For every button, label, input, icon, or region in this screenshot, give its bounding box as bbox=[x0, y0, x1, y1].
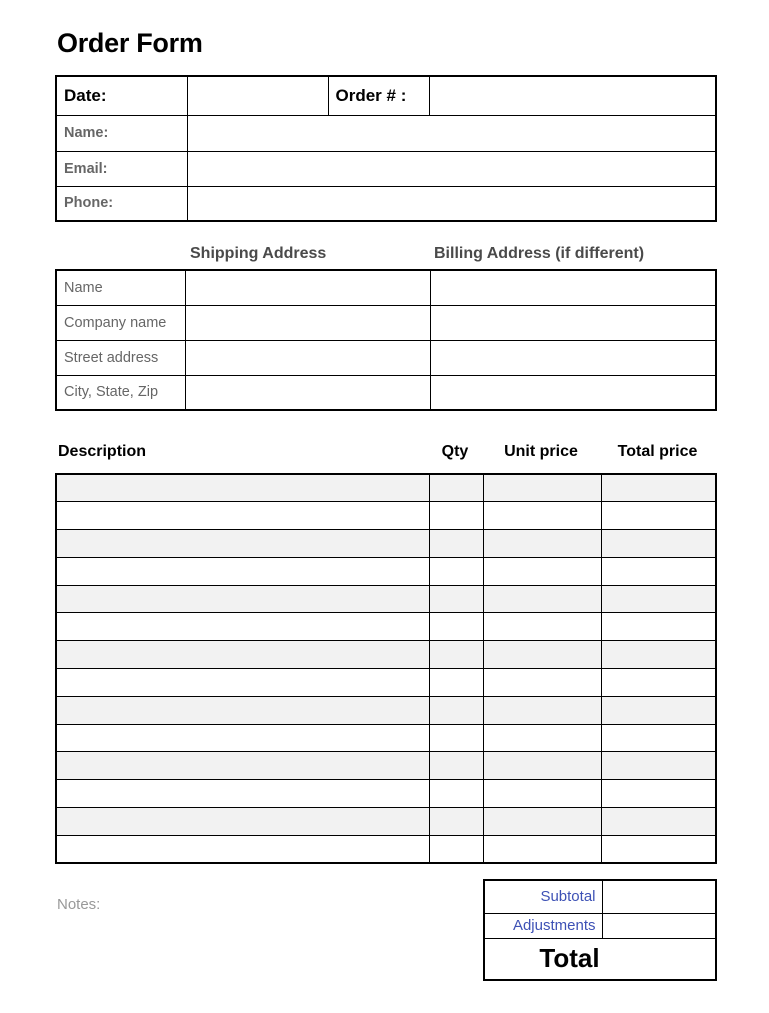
item-row bbox=[56, 780, 716, 808]
item-cell-qty[interactable] bbox=[429, 669, 483, 697]
shipping-name-field[interactable] bbox=[185, 270, 430, 305]
summary-table bbox=[483, 879, 717, 981]
description-column-header: Description bbox=[58, 443, 147, 460]
address-row bbox=[56, 270, 716, 305]
total-price-column-header: Total price bbox=[617, 443, 698, 460]
item-cell-qty[interactable] bbox=[429, 641, 483, 669]
info-row-phone bbox=[56, 186, 716, 221]
item-cell-total-price[interactable] bbox=[601, 557, 716, 585]
name-field[interactable] bbox=[187, 115, 716, 151]
item-cell-unit-price[interactable] bbox=[483, 752, 601, 780]
item-cell-description[interactable] bbox=[56, 502, 429, 530]
item-cell-qty[interactable] bbox=[429, 613, 483, 641]
item-cell-total-price[interactable] bbox=[601, 835, 716, 863]
item-cell-unit-price[interactable] bbox=[483, 641, 601, 669]
item-row bbox=[56, 502, 716, 530]
item-row bbox=[56, 724, 716, 752]
item-cell-total-price[interactable] bbox=[601, 669, 716, 697]
item-cell-unit-price[interactable] bbox=[483, 835, 601, 863]
item-cell-unit-price[interactable] bbox=[483, 557, 601, 585]
item-row bbox=[56, 585, 716, 613]
item-row bbox=[56, 669, 716, 697]
address-row bbox=[56, 305, 716, 340]
item-row bbox=[56, 530, 716, 558]
item-cell-qty[interactable] bbox=[429, 585, 483, 613]
item-row bbox=[56, 696, 716, 724]
item-cell-unit-price[interactable] bbox=[483, 474, 601, 502]
phone-label: Phone: bbox=[56, 186, 187, 221]
item-cell-total-price[interactable] bbox=[601, 724, 716, 752]
item-cell-total-price[interactable] bbox=[601, 641, 716, 669]
page-title: Order Form bbox=[57, 28, 203, 58]
billing-street-field[interactable] bbox=[430, 340, 716, 375]
order-number-label: Order # : bbox=[328, 76, 429, 115]
subtotal-row bbox=[484, 880, 716, 913]
billing-name-field[interactable] bbox=[430, 270, 716, 305]
item-cell-unit-price[interactable] bbox=[483, 808, 601, 836]
item-cell-description[interactable] bbox=[56, 585, 429, 613]
item-cell-total-price[interactable] bbox=[601, 530, 716, 558]
subtotal-label: Subtotal bbox=[484, 880, 602, 913]
phone-field[interactable] bbox=[187, 186, 716, 221]
item-row bbox=[56, 557, 716, 585]
address-company-label: Company name bbox=[56, 305, 185, 340]
info-row-name bbox=[56, 115, 716, 151]
items-table bbox=[55, 473, 717, 864]
item-cell-unit-price[interactable] bbox=[483, 530, 601, 558]
item-cell-total-price[interactable] bbox=[601, 585, 716, 613]
shipping-address-header: Shipping Address bbox=[190, 245, 327, 262]
billing-company-field[interactable] bbox=[430, 305, 716, 340]
item-cell-qty[interactable] bbox=[429, 696, 483, 724]
item-cell-qty[interactable] bbox=[429, 530, 483, 558]
item-cell-qty[interactable] bbox=[429, 502, 483, 530]
adjustments-label: Adjustments bbox=[484, 913, 602, 938]
item-row bbox=[56, 474, 716, 502]
item-cell-description[interactable] bbox=[56, 474, 429, 502]
item-cell-qty[interactable] bbox=[429, 752, 483, 780]
item-cell-total-price[interactable] bbox=[601, 474, 716, 502]
info-table bbox=[55, 75, 717, 222]
item-cell-description[interactable] bbox=[56, 613, 429, 641]
shipping-street-field[interactable] bbox=[185, 340, 430, 375]
item-cell-description[interactable] bbox=[56, 696, 429, 724]
qty-column-header: Qty bbox=[441, 443, 469, 460]
item-cell-unit-price[interactable] bbox=[483, 724, 601, 752]
item-cell-description[interactable] bbox=[56, 724, 429, 752]
address-city-state-zip-label: City, State, Zip bbox=[56, 375, 185, 410]
name-label: Name: bbox=[56, 115, 187, 151]
info-row-date bbox=[56, 76, 716, 115]
item-cell-unit-price[interactable] bbox=[483, 585, 601, 613]
item-cell-qty[interactable] bbox=[429, 808, 483, 836]
address-table bbox=[55, 269, 717, 411]
billing-address-header: Billing Address (if different) bbox=[434, 245, 645, 262]
item-cell-total-price[interactable] bbox=[601, 696, 716, 724]
item-cell-description[interactable] bbox=[56, 752, 429, 780]
item-cell-description[interactable] bbox=[56, 808, 429, 836]
item-cell-total-price[interactable] bbox=[601, 780, 716, 808]
item-row bbox=[56, 641, 716, 669]
item-cell-total-price[interactable] bbox=[601, 808, 716, 836]
email-field[interactable] bbox=[187, 151, 716, 186]
info-row-email bbox=[56, 151, 716, 186]
item-cell-unit-price[interactable] bbox=[483, 696, 601, 724]
unit-price-column-header: Unit price bbox=[504, 443, 578, 460]
notes-label: Notes: bbox=[57, 896, 101, 913]
item-cell-unit-price[interactable] bbox=[483, 502, 601, 530]
item-cell-description[interactable] bbox=[56, 557, 429, 585]
item-cell-total-price[interactable] bbox=[601, 613, 716, 641]
item-cell-total-price[interactable] bbox=[601, 752, 716, 780]
item-row bbox=[56, 835, 716, 863]
item-cell-description[interactable] bbox=[56, 835, 429, 863]
total-label: Total bbox=[484, 938, 716, 980]
billing-city-field[interactable] bbox=[430, 375, 716, 410]
item-cell-qty[interactable] bbox=[429, 835, 483, 863]
item-cell-unit-price[interactable] bbox=[483, 780, 601, 808]
item-cell-description[interactable] bbox=[56, 780, 429, 808]
items-table-header bbox=[55, 443, 715, 461]
total-row bbox=[484, 938, 716, 980]
item-cell-unit-price[interactable] bbox=[483, 669, 601, 697]
subtotal-field[interactable] bbox=[602, 880, 716, 913]
item-row bbox=[56, 808, 716, 836]
item-cell-unit-price[interactable] bbox=[483, 613, 601, 641]
item-cell-qty[interactable] bbox=[429, 780, 483, 808]
adjustments-row bbox=[484, 913, 716, 938]
address-row bbox=[56, 340, 716, 375]
item-cell-description[interactable] bbox=[56, 530, 429, 558]
item-cell-qty[interactable] bbox=[429, 557, 483, 585]
shipping-city-field[interactable] bbox=[185, 375, 430, 410]
address-name-label: Name bbox=[56, 270, 185, 305]
item-cell-qty[interactable] bbox=[429, 724, 483, 752]
shipping-company-field[interactable] bbox=[185, 305, 430, 340]
address-street-label: Street address bbox=[56, 340, 185, 375]
date-label: Date: bbox=[56, 76, 187, 115]
email-label: Email: bbox=[56, 151, 187, 186]
address-row bbox=[56, 375, 716, 410]
adjustments-field[interactable] bbox=[602, 913, 716, 938]
order-number-field[interactable] bbox=[429, 76, 716, 115]
item-row bbox=[56, 752, 716, 780]
date-field[interactable] bbox=[187, 76, 328, 115]
item-cell-description[interactable] bbox=[56, 669, 429, 697]
item-row bbox=[56, 613, 716, 641]
item-cell-total-price[interactable] bbox=[601, 502, 716, 530]
item-cell-description[interactable] bbox=[56, 641, 429, 669]
item-cell-qty[interactable] bbox=[429, 474, 483, 502]
